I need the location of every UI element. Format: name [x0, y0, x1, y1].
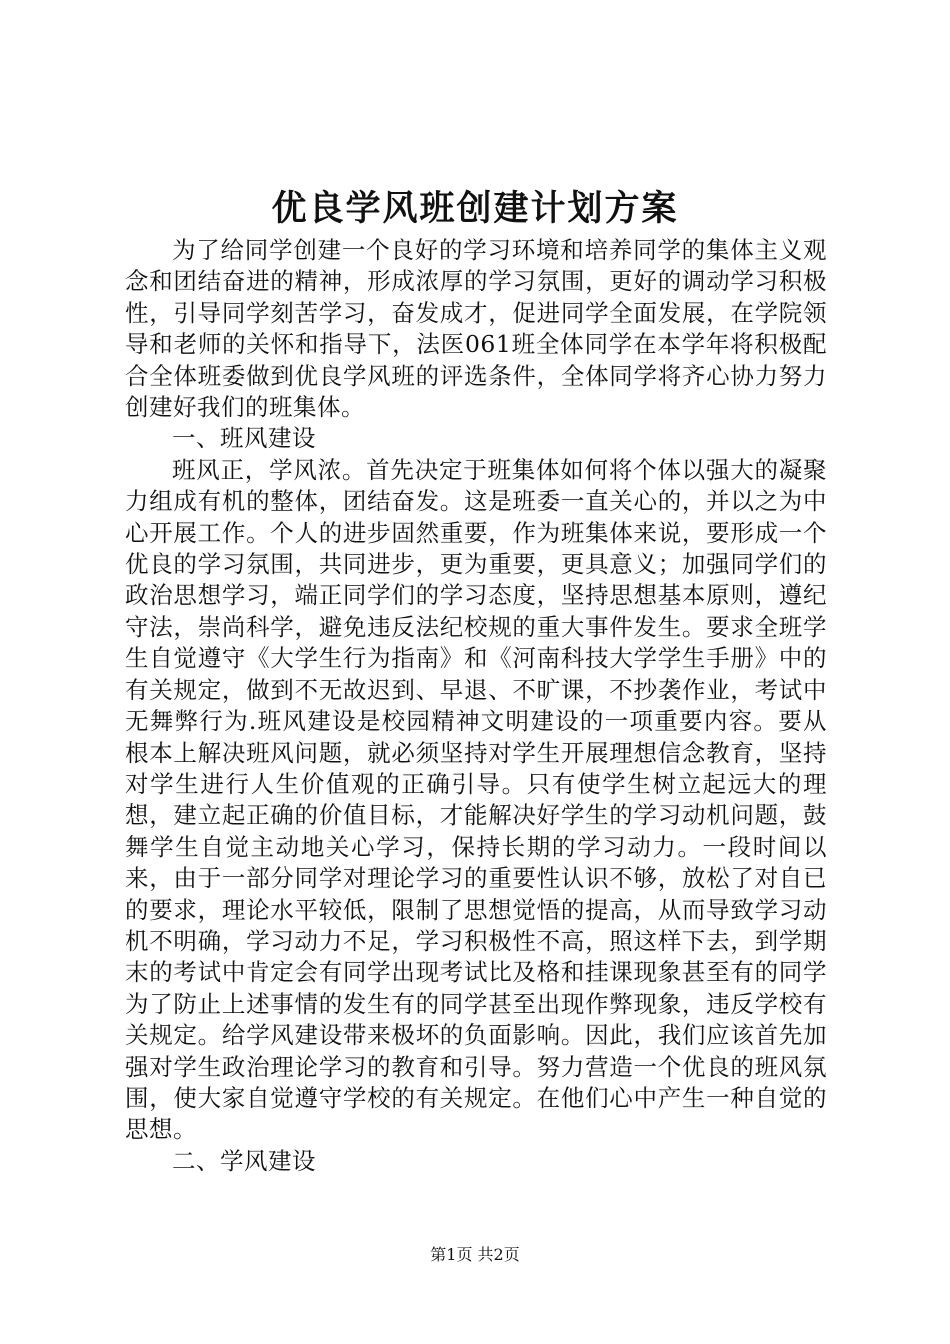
- section-heading-study-style: 二、学风建设: [172, 1146, 316, 1175]
- section-heading-class-style: 一、班风建设: [172, 424, 316, 453]
- page-footer: 第1页 共2页: [430, 1245, 520, 1264]
- class-style-paragraph: 班风正，学风浓。首先决定于班集体如何将个体以强大的凝聚力组成有机的整体，团结奋发。这是班委一直关心的，并以之为中心开展工作。个人的进步固然重要，作为班集体来说，要形成一个优良的学习氛围，共同进步，更为重要，更具意义；加强同学们的政治思想学习，端正同学们的学习态度，坚持思想基本原则，遵纪守法，崇尚科学，避免违反法纪校规的重大事件发生。要求全班学生自觉遵守《大学生行为指南》和《河南科技大学学生手册》中的有关规定，做到不无故迟到、早退、不旷课，不抄袭作业，考试中无舞弊行为.班风建设是校园精神文明建设的一项重要内容。要从根本上解决班风问题，就必须坚持对学生开展理想信念教育，坚持对学生进行人生价值观的正确引导。只有使学生树立起远大的理想，建立起正确的价值目标，才能解决好学生的学习动机问题，鼓舞学生自觉主动地关心学习，保持长期的学习动力。一段时间以来，由于一部分同学对理论学习的重要性认识不够，放松了对自已的要求，理论水平较低，限制了思想觉悟的提高，从而导致学习动机不明确，学习动力不足，学习积极性不高，照这样下去，到学期末的考试中肯定会有同学出现考试比及格和挂课现象甚至有的同学为了防止上述事情的发生有的同学甚至出现作弊现象，违反学校有关规定。给学风建设带来极坏的负面影响。因此，我们应该首先加强对学生政治理论学习的教育和引导。努力营造一个优良的班风氛围，使大家自觉遵守学校的有关规定。在他们心中产生一种自觉的思想。: [125, 455, 827, 1144]
- document-title: 优良学风班创建计划方案: [271, 188, 679, 229]
- intro-paragraph: 为了给同学创建一个良好的学习环境和培养同学的集体主义观念和团结奋进的精神，形成浓厚的学习氛围，更好的调动学习积极性，引导同学刻苦学习，奋发成才，促进同学全面发展，在学院领导和老师的关怀和指导下，法医061班全体同学在本学年将积极配合全体班委做到优良学风班的评选条件，全体同学将齐心协力努力创建好我们的班集体。: [125, 236, 827, 422]
- document-body: [125, 235, 827, 1177]
